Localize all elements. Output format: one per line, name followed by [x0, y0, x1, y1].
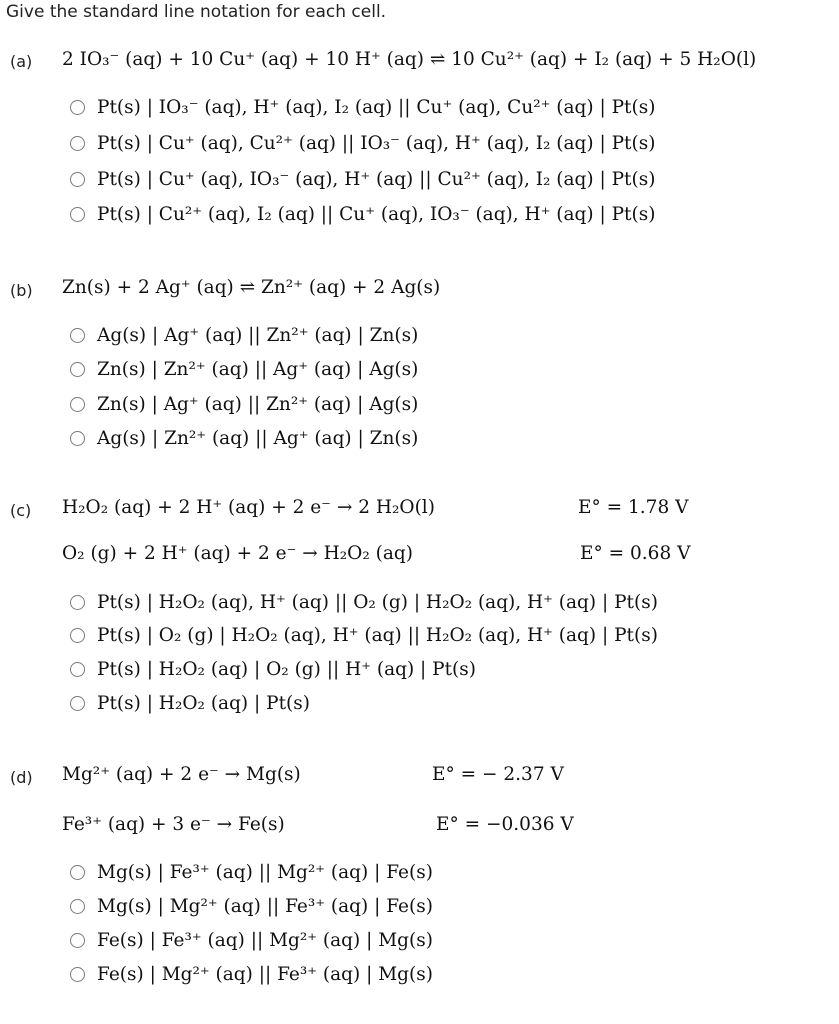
option-text: Pt(s) | IO₃⁻ (aq), H⁺ (aq), I₂ (aq) || Cu⁺ (aq), Cu²⁺ (aq) | Pt(s)	[97, 97, 656, 118]
radio-button-unselected-icon[interactable]	[70, 100, 85, 115]
option-text: Pt(s) | Cu⁺ (aq), IO₃⁻ (aq), H⁺ (aq) || Cu²⁺ (aq), I₂ (aq) | Pt(s)	[97, 169, 656, 190]
radio-button-unselected-icon[interactable]	[70, 207, 85, 222]
option-text: Zn(s) | Zn²⁺ (aq) || Ag⁺ (aq) | Ag(s)	[97, 359, 419, 380]
radio-button-unselected-icon[interactable]	[70, 933, 85, 948]
option-c-4[interactable]	[70, 693, 310, 714]
part-label-c: (c)	[10, 501, 32, 520]
reaction-a: 2 IO₃⁻ (aq) + 10 Cu⁺ (aq) + 10 H⁺ (aq) ⇌ 10 Cu²⁺ (aq) + I₂ (aq) + 5 H₂O(l)	[62, 49, 757, 70]
option-c-3[interactable]	[70, 659, 476, 680]
radio-button-unselected-icon[interactable]	[70, 967, 85, 982]
radio-button-unselected-icon[interactable]	[70, 362, 85, 377]
half-reaction-d-2: Fe³⁺ (aq) + 3 e⁻ → Fe(s)	[62, 814, 285, 835]
option-d-2[interactable]	[70, 896, 433, 917]
option-a-2[interactable]	[70, 133, 655, 154]
option-a-1[interactable]	[70, 97, 655, 118]
option-text: Mg(s) | Fe³⁺ (aq) || Mg²⁺ (aq) | Fe(s)	[97, 862, 433, 883]
radio-button-unselected-icon[interactable]	[70, 899, 85, 914]
radio-button-unselected-icon[interactable]	[70, 397, 85, 412]
part-label-d: (d)	[10, 768, 33, 787]
option-b-2[interactable]	[70, 359, 418, 380]
potential-c-1: E° = 1.78 V	[578, 497, 689, 518]
option-text: Pt(s) | H₂O₂ (aq) | Pt(s)	[97, 693, 310, 714]
option-text: Zn(s) | Ag⁺ (aq) || Zn²⁺ (aq) | Ag(s)	[97, 394, 419, 415]
radio-button-unselected-icon[interactable]	[70, 865, 85, 880]
potential-c-2: E° = 0.68 V	[580, 543, 691, 564]
radio-button-unselected-icon[interactable]	[70, 595, 85, 610]
option-text: Pt(s) | Cu²⁺ (aq), I₂ (aq) || Cu⁺ (aq), IO₃⁻ (aq), H⁺ (aq) | Pt(s)	[97, 204, 656, 225]
option-text: Ag(s) | Ag⁺ (aq) || Zn²⁺ (aq) | Zn(s)	[97, 325, 419, 346]
option-d-4[interactable]	[70, 964, 433, 985]
question-prompt: Give the standard line notation for each cell.	[6, 2, 387, 22]
part-label-a: (a)	[10, 52, 33, 71]
option-c-1[interactable]	[70, 592, 658, 613]
option-d-3[interactable]	[70, 930, 433, 951]
option-text: Fe(s) | Fe³⁺ (aq) || Mg²⁺ (aq) | Mg(s)	[97, 930, 433, 951]
radio-button-unselected-icon[interactable]	[70, 172, 85, 187]
radio-button-unselected-icon[interactable]	[70, 328, 85, 343]
half-reaction-c-2: O₂ (g) + 2 H⁺ (aq) + 2 e⁻ → H₂O₂ (aq)	[62, 543, 413, 564]
option-text: Ag(s) | Zn²⁺ (aq) || Ag⁺ (aq) | Zn(s)	[97, 428, 419, 449]
reaction-b: Zn(s) + 2 Ag⁺ (aq) ⇌ Zn²⁺ (aq) + 2 Ag(s)	[62, 277, 441, 298]
radio-button-unselected-icon[interactable]	[70, 696, 85, 711]
option-text: Pt(s) | O₂ (g) | H₂O₂ (aq), H⁺ (aq) || H₂O₂ (aq), H⁺ (aq) | Pt(s)	[97, 625, 658, 646]
option-text: Pt(s) | H₂O₂ (aq) | O₂ (g) || H⁺ (aq) | Pt(s)	[97, 659, 476, 680]
option-a-4[interactable]	[70, 204, 655, 225]
option-text: Mg(s) | Mg²⁺ (aq) || Fe³⁺ (aq) | Fe(s)	[97, 896, 433, 917]
option-c-2[interactable]	[70, 625, 658, 646]
radio-button-unselected-icon[interactable]	[70, 662, 85, 677]
half-reaction-c-1: H₂O₂ (aq) + 2 H⁺ (aq) + 2 e⁻ → 2 H₂O(l)	[62, 497, 435, 518]
radio-button-unselected-icon[interactable]	[70, 628, 85, 643]
option-text: Pt(s) | H₂O₂ (aq), H⁺ (aq) || O₂ (g) | H₂O₂ (aq), H⁺ (aq) | Pt(s)	[97, 592, 658, 613]
potential-d-1: E° = − 2.37 V	[432, 764, 564, 785]
part-label-b: (b)	[10, 281, 33, 300]
option-text: Pt(s) | Cu⁺ (aq), Cu²⁺ (aq) || IO₃⁻ (aq), H⁺ (aq), I₂ (aq) | Pt(s)	[97, 133, 656, 154]
radio-button-unselected-icon[interactable]	[70, 136, 85, 151]
option-b-3[interactable]	[70, 394, 418, 415]
option-b-4[interactable]	[70, 428, 418, 449]
option-d-1[interactable]	[70, 862, 433, 883]
half-reaction-d-1: Mg²⁺ (aq) + 2 e⁻ → Mg(s)	[62, 764, 301, 785]
potential-d-2: E° = −0.036 V	[436, 814, 574, 835]
radio-button-unselected-icon[interactable]	[70, 431, 85, 446]
option-text: Fe(s) | Mg²⁺ (aq) || Fe³⁺ (aq) | Mg(s)	[97, 964, 433, 985]
option-b-1[interactable]	[70, 325, 418, 346]
option-a-3[interactable]	[70, 169, 655, 190]
